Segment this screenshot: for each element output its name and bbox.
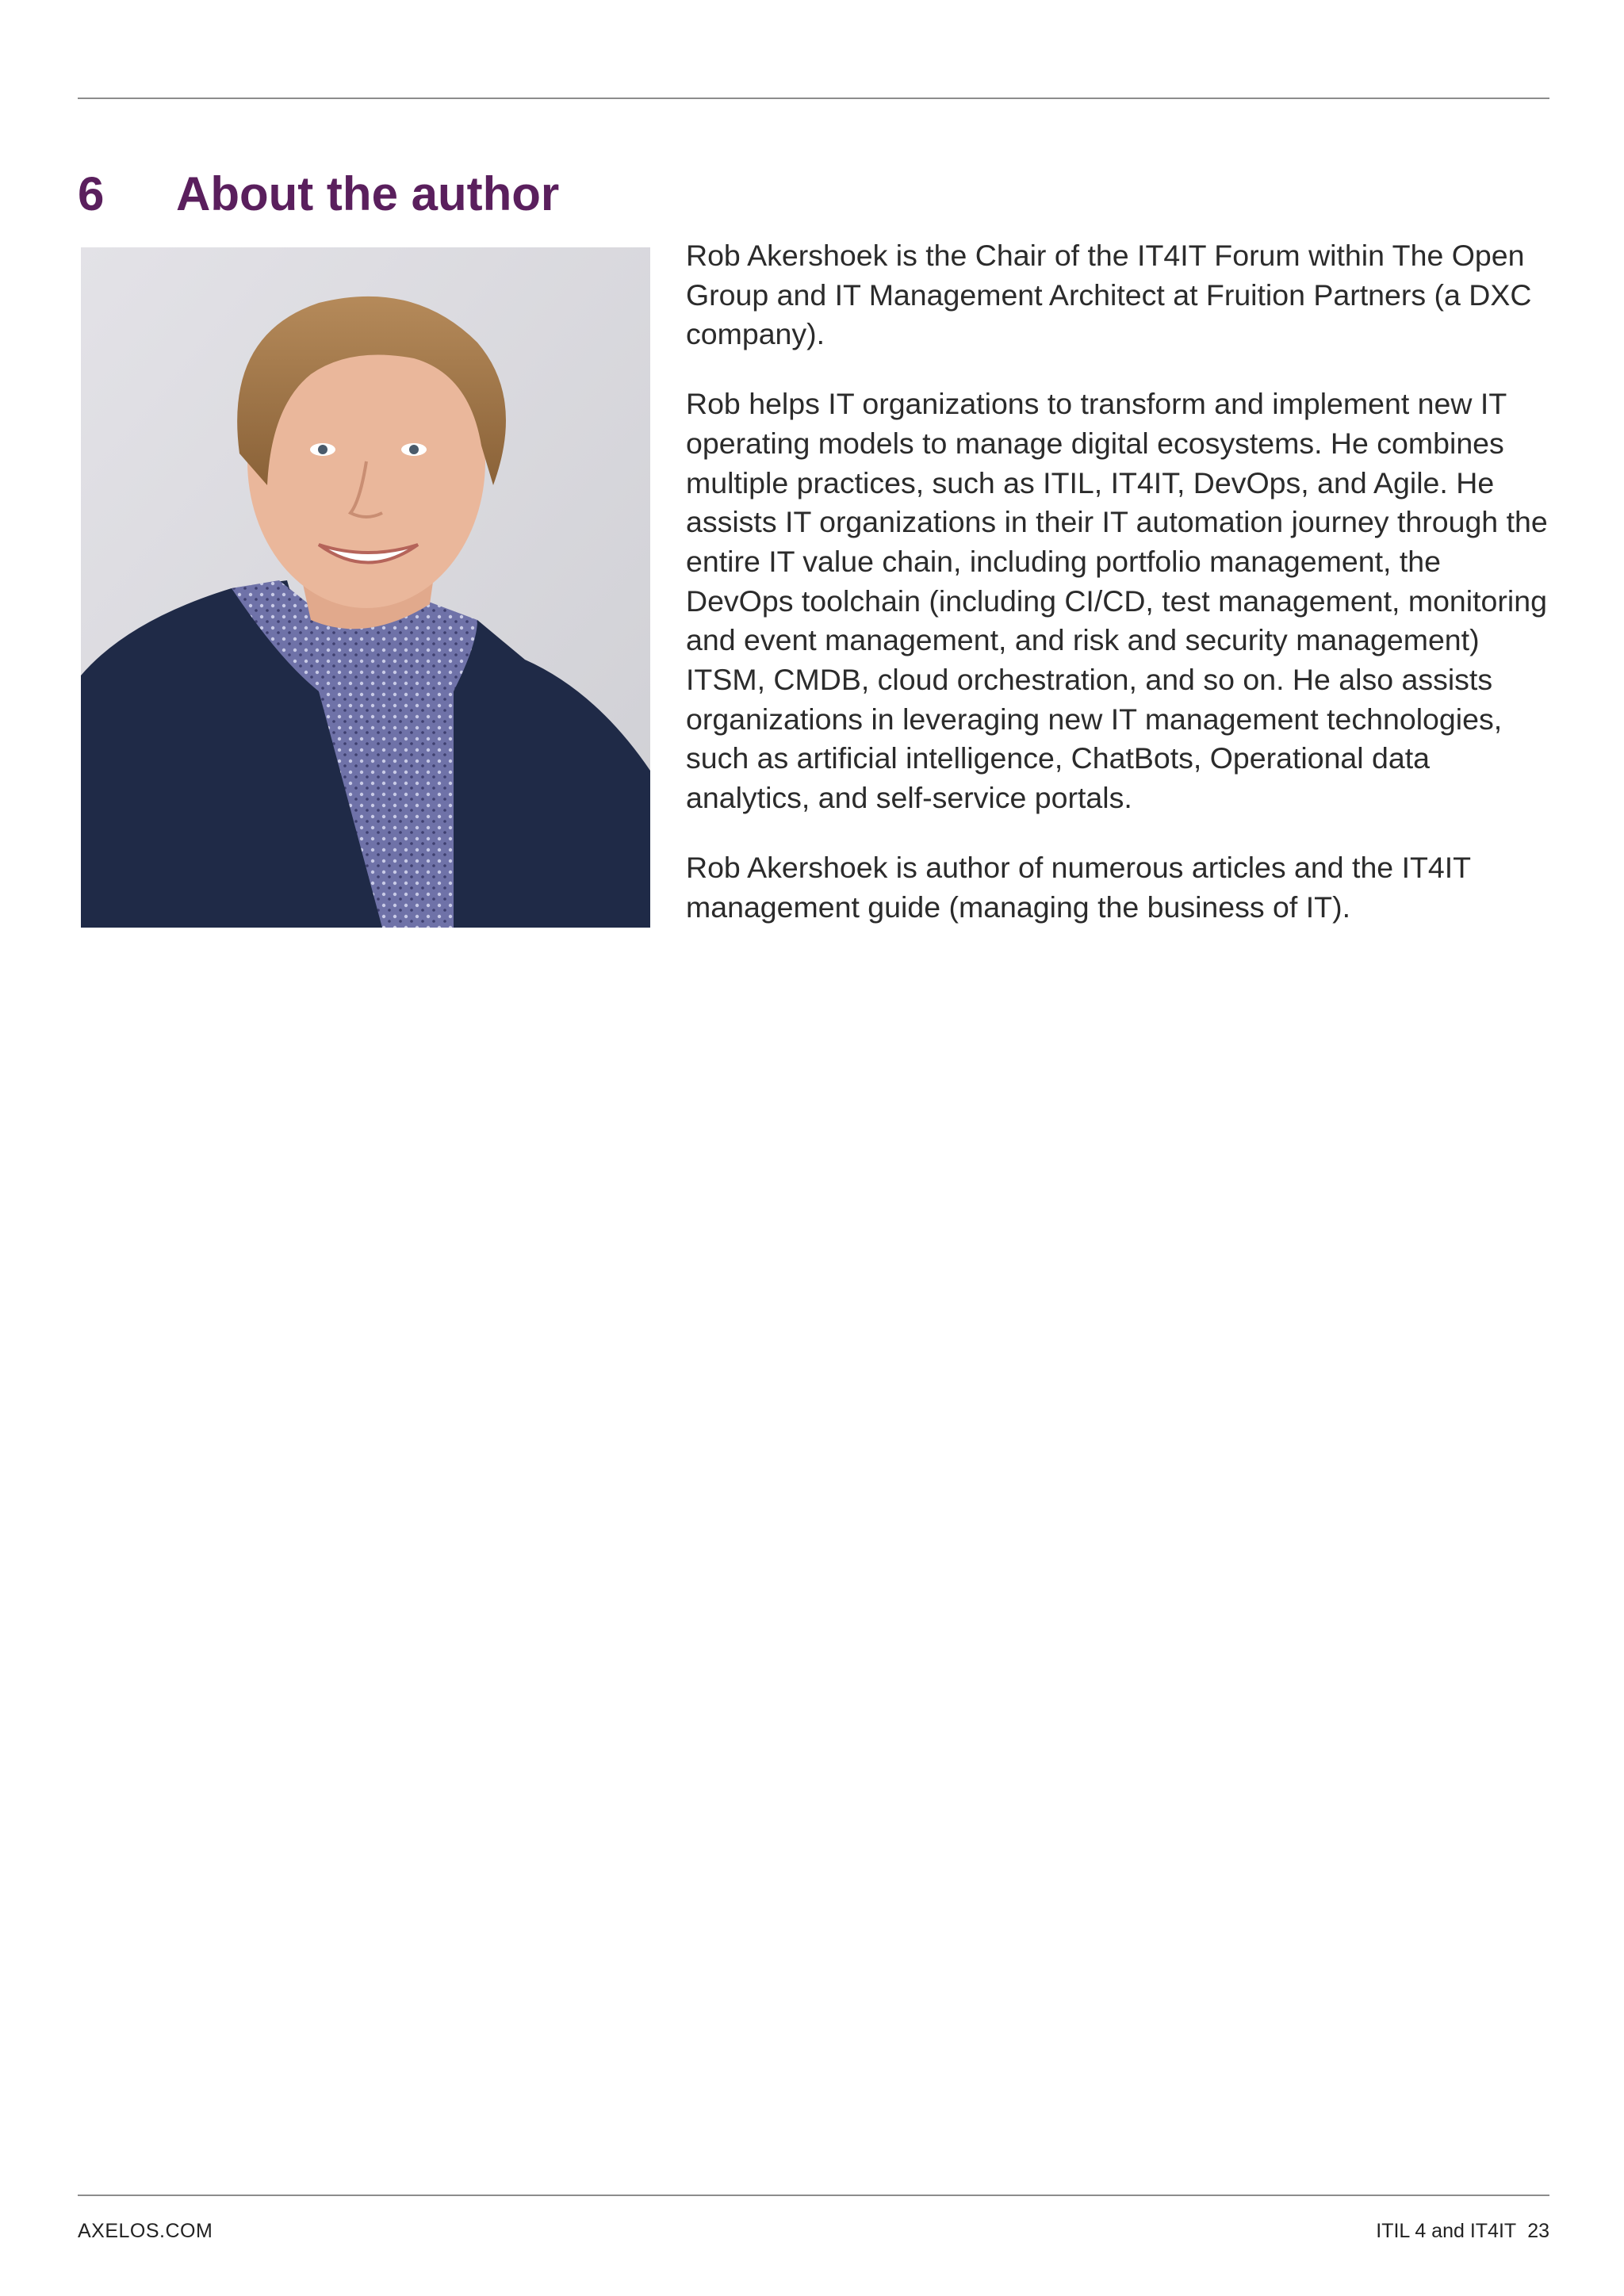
footer-rule [78, 2195, 1549, 2196]
section-number: 6 [78, 167, 105, 220]
footer-doc-info [1376, 2221, 1549, 2241]
bio-paragraph: Rob helps IT organizations to transform and implement new IT operating models to manage digital ecosystems. He combines multiple practices, such as ITIL, IT4IT, DevOps, and Agile. He assists IT organizations in their IT automation journey through the entire IT value chain, including portfolio management, the DevOps toolchain (including CI/CD, test management, monitoring and event management, and risk and security management) ITSM, CMDB, cloud orchestration, and so on. He also assists organizations in leveraging new IT management technologies, such as artificial intelligence, ChatBots, Operational data analytics, and self-service portals. [686, 387, 1548, 815]
bio-paragraph: Rob Akershoek is the Chair of the IT4IT Forum within The Open Group and IT Management Architect at Fruition Partners (a DXC company). [686, 239, 1532, 351]
bio-paragraph: Rob Akershoek is author of numerous articles and the IT4IT management guide (managing the business of IT). [686, 850, 1471, 924]
header-rule [78, 98, 1549, 99]
section-title: About the author [176, 167, 560, 220]
page-number: 23 [1527, 2220, 1549, 2242]
footer-doc-title: ITIL 4 and IT4IT [1376, 2220, 1517, 2242]
author-photo [81, 247, 650, 928]
section-heading [78, 163, 559, 226]
footer-site[interactable]: AXELOS.COM [78, 2220, 213, 2242]
author-bio [686, 236, 1550, 927]
